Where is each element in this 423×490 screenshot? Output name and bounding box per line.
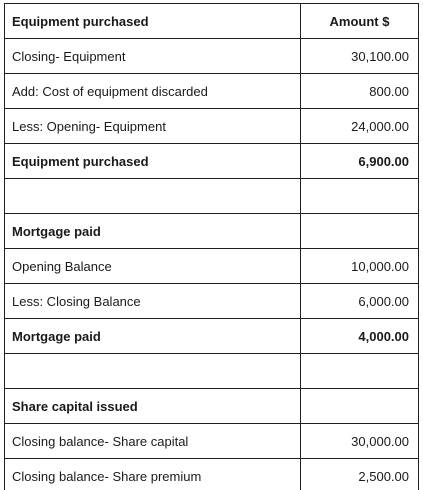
row-amount: 30,000.00 <box>301 424 419 459</box>
table-row <box>5 74 419 109</box>
row-label: Equipment purchased <box>5 144 301 179</box>
row-label: Closing- Equipment <box>5 39 301 74</box>
row-amount: 6,900.00 <box>301 144 419 179</box>
header-label-cell: Equipment purchased <box>5 4 301 39</box>
table-row <box>5 424 419 459</box>
amount-header-cell: Amount $ <box>301 4 419 39</box>
table-row <box>5 354 419 389</box>
row-label <box>5 354 301 389</box>
row-label: Less: Closing Balance <box>5 284 301 319</box>
row-amount: 24,000.00 <box>301 109 419 144</box>
row-amount: 30,100.00 <box>301 39 419 74</box>
table-row <box>5 39 419 74</box>
table-row <box>5 249 419 284</box>
table-row <box>5 214 419 249</box>
row-amount: 800.00 <box>301 74 419 109</box>
table-row <box>5 389 419 424</box>
table-row <box>5 109 419 144</box>
row-label: Add: Cost of equipment discarded <box>5 74 301 109</box>
row-amount <box>301 389 419 424</box>
row-amount <box>301 179 419 214</box>
cash-flow-table <box>4 3 419 490</box>
row-amount: 6,000.00 <box>301 284 419 319</box>
table-row <box>5 459 419 490</box>
row-amount <box>301 354 419 389</box>
row-label: Mortgage paid <box>5 319 301 354</box>
table-row <box>5 319 419 354</box>
row-label: Closing balance- Share capital <box>5 424 301 459</box>
table-row <box>5 144 419 179</box>
row-label <box>5 179 301 214</box>
row-amount: 4,000.00 <box>301 319 419 354</box>
header-row <box>5 4 419 39</box>
row-amount: 2,500.00 <box>301 459 419 490</box>
row-label: Opening Balance <box>5 249 301 284</box>
row-amount: 10,000.00 <box>301 249 419 284</box>
row-label: Share capital issued <box>5 389 301 424</box>
table-row <box>5 179 419 214</box>
row-label: Mortgage paid <box>5 214 301 249</box>
row-label: Closing balance- Share premium <box>5 459 301 490</box>
row-label: Less: Opening- Equipment <box>5 109 301 144</box>
row-amount <box>301 214 419 249</box>
table-row <box>5 284 419 319</box>
